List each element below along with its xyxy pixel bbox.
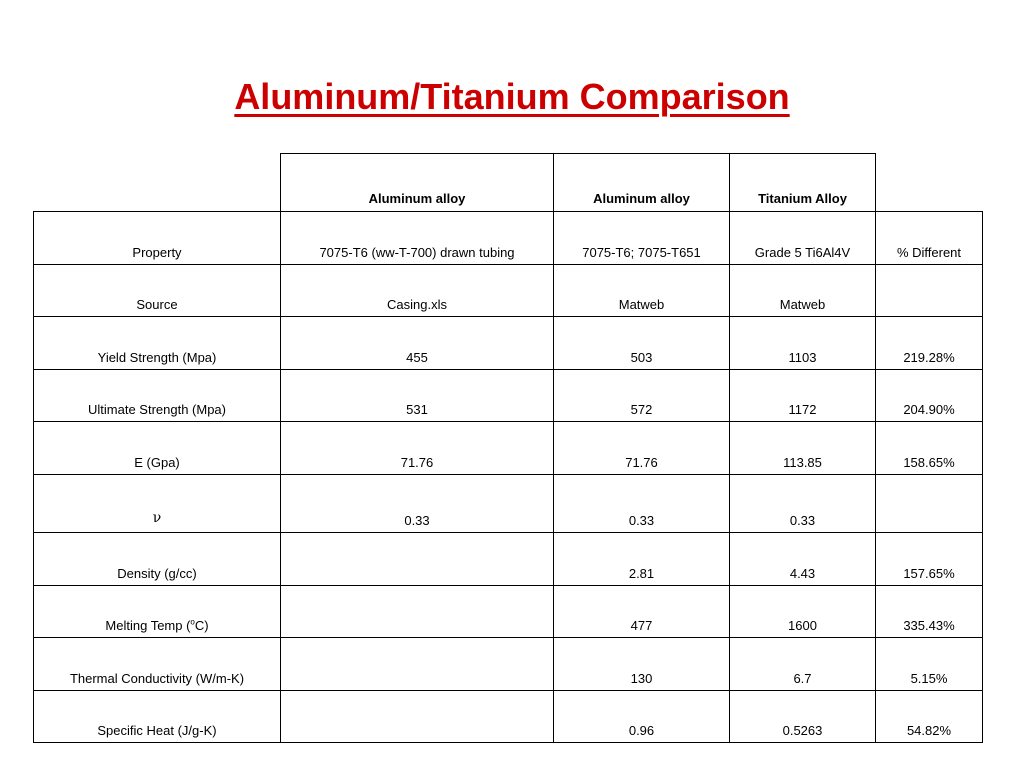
table-header-row: [34, 154, 983, 212]
table-cell: 0.96: [554, 691, 730, 743]
table-cell: 455: [281, 317, 554, 370]
table-cell: 54.82%: [876, 691, 983, 743]
table-row-ultimate-strength: [34, 370, 983, 422]
table-row-property: [34, 212, 983, 265]
table-cell: [281, 533, 554, 586]
table-row-thermal-conductivity: [34, 638, 983, 691]
row-label: Property: [34, 212, 281, 265]
table-cell: 1103: [730, 317, 876, 370]
table-cell: 130: [554, 638, 730, 691]
table-cell: [876, 475, 983, 533]
table-cell: 6.7: [730, 638, 876, 691]
table-cell: 4.43: [730, 533, 876, 586]
table-row-density: [34, 533, 983, 586]
row-label-nu: ν: [34, 475, 281, 533]
header-cell-titanium: Titanium Alloy: [730, 154, 876, 212]
comparison-table: [33, 153, 983, 743]
table-cell: 0.33: [281, 475, 554, 533]
table-row-melting-temp: [34, 586, 983, 638]
row-label: Specific Heat (J/g-K): [34, 691, 281, 743]
slide-title-text: Aluminum/Titanium Comparison: [234, 76, 790, 117]
header-cell-empty-right: [876, 154, 983, 212]
table-cell: [876, 265, 983, 317]
row-label: Ultimate Strength (Mpa): [34, 370, 281, 422]
table-cell: [281, 691, 554, 743]
row-label: E (Gpa): [34, 422, 281, 475]
header-cell-aluminum-2: Aluminum alloy: [554, 154, 730, 212]
table-row-modulus: [34, 422, 983, 475]
table-cell: 7075-T6; 7075-T651: [554, 212, 730, 265]
table-cell: 572: [554, 370, 730, 422]
row-label-prefix: Melting Temp (: [105, 618, 191, 633]
table-cell: 219.28%: [876, 317, 983, 370]
table-cell: 0.33: [554, 475, 730, 533]
table-cell: 157.65%: [876, 533, 983, 586]
table-cell: 7075-T6 (ww-T-700) drawn tubing: [281, 212, 554, 265]
table-cell: 0.5263: [730, 691, 876, 743]
table-cell: 71.76: [554, 422, 730, 475]
table-cell: 5.15%: [876, 638, 983, 691]
table-cell: [281, 638, 554, 691]
table-cell: Matweb: [730, 265, 876, 317]
slide-title: [0, 74, 1024, 120]
table-row-source: [34, 265, 983, 317]
degree-superscript: o: [190, 617, 195, 627]
row-label: [34, 586, 281, 638]
row-label: Density (g/cc): [34, 533, 281, 586]
table-cell: 158.65%: [876, 422, 983, 475]
table-row-yield-strength: [34, 317, 983, 370]
table-cell: 1600: [730, 586, 876, 638]
table-cell: Casing.xls: [281, 265, 554, 317]
header-cell-empty: [34, 154, 281, 212]
table-cell: 335.43%: [876, 586, 983, 638]
table-cell: Grade 5 Ti6Al4V: [730, 212, 876, 265]
table-row-poisson-ratio: [34, 475, 983, 533]
table-cell: 1172: [730, 370, 876, 422]
table-row-specific-heat: [34, 691, 983, 743]
table-cell: 0.33: [730, 475, 876, 533]
table-cell: % Different: [876, 212, 983, 265]
header-cell-aluminum-1: Aluminum alloy: [281, 154, 554, 212]
row-label: Source: [34, 265, 281, 317]
row-label: Yield Strength (Mpa): [34, 317, 281, 370]
table-cell: 204.90%: [876, 370, 983, 422]
table-cell: 113.85: [730, 422, 876, 475]
table-cell: 2.81: [554, 533, 730, 586]
row-label-suffix: C): [194, 618, 209, 633]
table-cell: [281, 586, 554, 638]
table-cell: 531: [281, 370, 554, 422]
row-label: Thermal Conductivity (W/m-K): [34, 638, 281, 691]
table-cell: 71.76: [281, 422, 554, 475]
table-cell: 477: [554, 586, 730, 638]
table-cell: Matweb: [554, 265, 730, 317]
table-cell: 503: [554, 317, 730, 370]
